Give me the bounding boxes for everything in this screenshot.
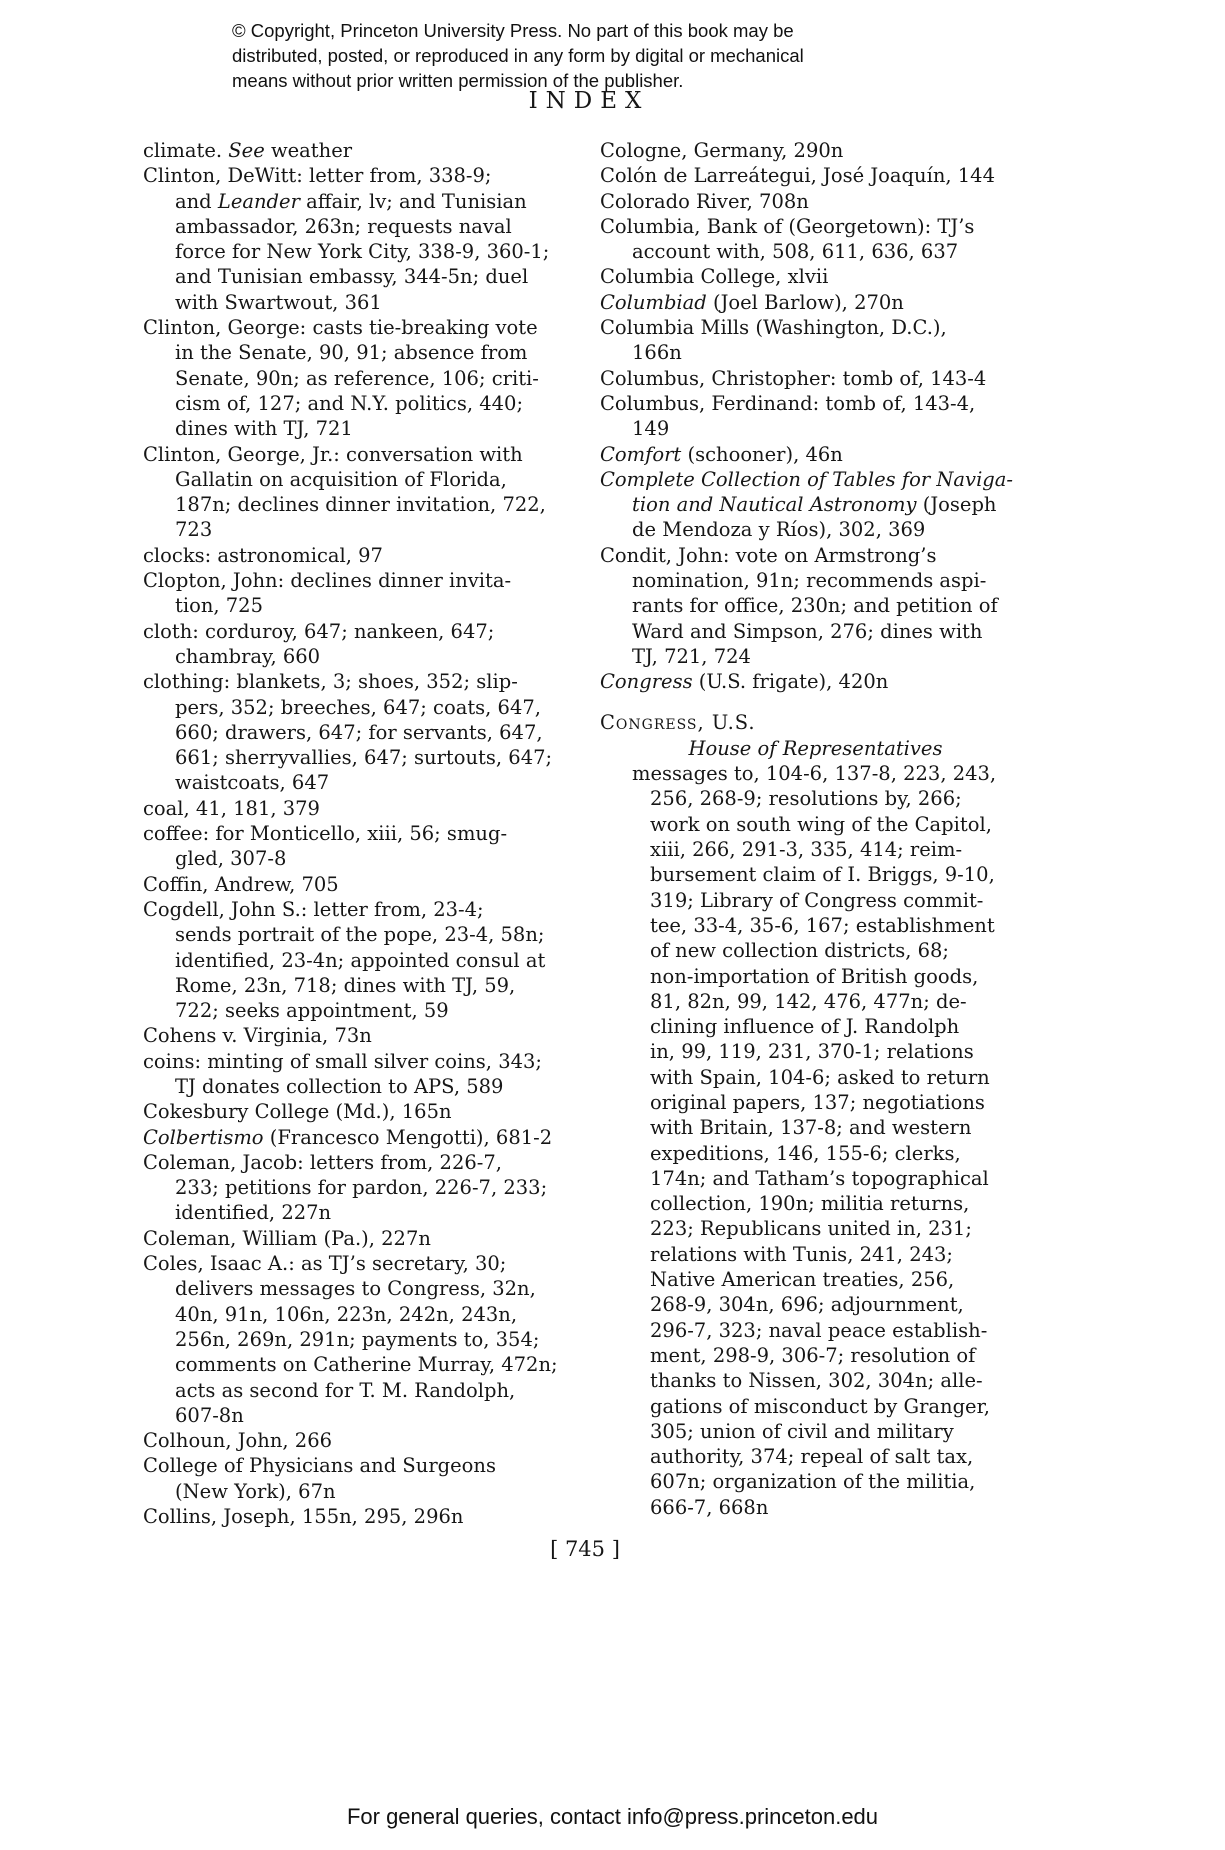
index-line: Colbertismo (Francesco Mengotti), 681-2: [143, 1125, 553, 1149]
index-line: comments on Catherine Murray, 472n;: [175, 1353, 558, 1377]
index-line: Clinton, George: casts tie-breaking vote: [143, 316, 538, 340]
index-line: 660; drawers, 647; for servants, 647,: [175, 720, 543, 744]
index-line: 223; Republicans united in, 231;: [650, 1217, 972, 1241]
index-line: and Leander affair, lv; and Tunisian: [175, 189, 527, 213]
footer-contact: For general queries, contact info@press.princeton.edu: [346, 1804, 879, 1829]
index-line: force for New York City, 338-9, 360-1;: [175, 240, 550, 264]
index-line: 723: [175, 518, 213, 542]
index-line: Senate, 90n; as reference, 106; criti-: [175, 366, 539, 390]
index-line: in, 99, 119, 231, 370-1; relations: [650, 1040, 974, 1064]
index-line: Cokesbury College (Md.), 165n: [143, 1100, 452, 1124]
index-line: pers, 352; breeches, 647; coats, 647,: [175, 695, 541, 719]
index-line: coffee: for Monticello, xiii, 56; smug-: [143, 822, 508, 846]
index-line: Colón de Larreátegui, José Joaquín, 144: [600, 164, 995, 188]
index-line: Columbia Mills (Washington, D.C.),: [600, 316, 947, 340]
index-line: with Swartwout, 361: [175, 290, 382, 314]
index-line: Coleman, Jacob: letters from, 226-7,: [143, 1150, 502, 1174]
index-line: thanks to Nissen, 302, 304n; alle-: [650, 1369, 983, 1393]
index-line: authority, 374; repeal of salt tax,: [650, 1445, 974, 1469]
index-line: ambassador, 263n; requests naval: [175, 214, 512, 238]
index-line: Native American treaties, 256,: [650, 1268, 955, 1292]
index-line: non-importation of British goods,: [650, 964, 979, 988]
index-line: 661; sherryvallies, 647; surtouts, 647;: [175, 746, 553, 770]
index-line: 256n, 269n, 291n; payments to, 354;: [175, 1327, 540, 1351]
index-line: 268-9, 304n, 696; adjournment,: [650, 1293, 964, 1317]
index-line: Colorado River, 708n: [600, 189, 809, 213]
index-line: cism of, 127; and N.Y. politics, 440;: [175, 391, 524, 415]
copyright-line: distributed, posted, or reproduced in any form by digital or mechanical: [232, 45, 804, 66]
index-line: expeditions, 146, 155-6; clerks,: [650, 1141, 961, 1165]
index-line: collection, 190n; militia returns,: [650, 1192, 970, 1216]
index-line: Congress (U.S. frigate), 420n: [600, 670, 889, 694]
index-line: and Tunisian embassy, 344-5n; duel: [175, 265, 529, 289]
copyright-line: © Copyright, Princeton University Press. No part of this book may be: [232, 20, 794, 41]
index-line: of new collection districts, 68;: [650, 939, 949, 963]
copyright-notice: [232, 18, 804, 93]
index-line: Clinton, DeWitt: letter from, 338-9;: [143, 164, 492, 188]
index-line: Coffin, Andrew, 705: [143, 872, 339, 896]
index-line: Columbiad (Joel Barlow), 270n: [600, 290, 904, 314]
index-line: Gallatin on acquisition of Florida,: [175, 467, 507, 491]
index-section-heading: Congress, U.S.: [600, 710, 756, 734]
index-line: Cologne, Germany, 290n: [600, 139, 844, 162]
index-columns: [143, 138, 1031, 1529]
index-line: Cogdell, John S.: letter from, 23-4;: [143, 897, 484, 921]
index-line: sends portrait of the pope, 23-4, 58n;: [175, 923, 545, 947]
index-line: 149: [632, 417, 670, 441]
page-number: [ 745 ]: [550, 1537, 620, 1561]
index-line: tee, 33-4, 35-6, 167; establishment: [650, 913, 995, 937]
index-line: work on south wing of the Capitol,: [650, 812, 992, 836]
index-line: original papers, 137; negotiations: [650, 1090, 985, 1114]
index-column-left: [143, 138, 574, 1529]
index-line: Complete Collection of Tables for Naviga-: [600, 467, 1014, 491]
index-line: Cohens v. Virginia, 73n: [143, 1024, 372, 1048]
index-line: acts as second for T. M. Randolph,: [175, 1378, 516, 1402]
index-line: clining influence of J. Randolph: [650, 1015, 960, 1039]
index-line: 305; union of civil and military: [650, 1419, 954, 1443]
index-line: tion, 725: [175, 594, 263, 618]
index-line: with Britain, 137-8; and western: [650, 1116, 972, 1140]
copyright-line: means without prior written permission of the publisher.: [232, 70, 684, 91]
index-line: messages to, 104-6, 137-8, 223, 243,: [632, 762, 997, 786]
index-line: account with, 508, 611, 636, 637: [632, 240, 959, 264]
index-line: Columbus, Ferdinand: tomb of, 143-4,: [600, 391, 976, 415]
index-line: 81, 82n, 99, 142, 476, 477n; de-: [650, 989, 967, 1013]
index-line: (New York), 67n: [175, 1479, 336, 1503]
index-line: Condit, John: vote on Armstrong’s: [600, 543, 937, 567]
index-line: clocks: astronomical, 97: [143, 543, 383, 567]
index-line: 296-7, 323; naval peace establish-: [650, 1318, 988, 1342]
index-line: Clinton, George, Jr.: conversation with: [143, 442, 523, 466]
index-line: xiii, 266, 291-3, 335, 414; reim-: [650, 838, 963, 862]
index-line: identified, 23-4n; appointed consul at: [175, 948, 546, 972]
index-line: 166n: [632, 341, 682, 365]
index-line: gled, 307-8: [175, 847, 287, 871]
index-line: College of Physicians and Surgeons: [143, 1454, 496, 1478]
index-line: 233; petitions for pardon, 226-7, 233;: [175, 1176, 548, 1200]
index-line: Comfort (schooner), 46n: [600, 442, 843, 466]
index-line: identified, 227n: [175, 1201, 332, 1225]
index-subsection-heading: House of Representatives: [688, 736, 943, 760]
index-line: Rome, 23n, 718; dines with TJ, 59,: [175, 973, 516, 997]
index-line: relations with Tunis, 241, 243;: [650, 1242, 953, 1266]
index-line: Columbia, Bank of (Georgetown): TJ’s: [600, 214, 975, 238]
index-line: Collins, Joseph, 155n, 295, 296n: [143, 1505, 464, 1529]
index-line: cloth: corduroy, 647; nankeen, 647;: [143, 619, 495, 643]
index-line: 187n; declines dinner invitation, 722,: [175, 493, 546, 517]
index-line: Clopton, John: declines dinner invita-: [143, 569, 512, 593]
index-line: with Spain, 104-6; asked to return: [650, 1065, 990, 1089]
index-line: 607-8n: [175, 1403, 244, 1427]
index-line: Columbus, Christopher: tomb of, 143-4: [600, 366, 987, 390]
index-line: bursement claim of I. Briggs, 9-10,: [650, 863, 995, 887]
index-line: nomination, 91n; recommends aspi-: [632, 569, 987, 593]
index-line: in the Senate, 90, 91; absence from: [175, 341, 528, 365]
index-line: Columbia College, xlvii: [600, 265, 829, 289]
index-line: 722; seeks appointment, 59: [175, 999, 449, 1023]
index-line: 40n, 91n, 106n, 223n, 242n, 243n,: [175, 1302, 518, 1326]
index-line: 256, 268-9; resolutions by, 266;: [650, 787, 962, 811]
index-line: clothing: blankets, 3; shoes, 352; slip-: [143, 670, 518, 694]
index-line: gations of misconduct by Granger,: [650, 1394, 990, 1418]
index-line: delivers messages to Congress, 32n,: [175, 1277, 536, 1301]
index-line: climate. See weather: [143, 139, 353, 162]
index-line: waistcoats, 647: [175, 771, 330, 795]
index-line: de Mendoza y Ríos), 302, 369: [632, 518, 926, 542]
index-line: coins: minting of small silver coins, 343;: [143, 1049, 542, 1073]
index-line: Ward and Simpson, 276; dines with: [632, 619, 983, 643]
index-line: TJ donates collection to APS, 589: [175, 1074, 504, 1098]
index-line: coal, 41, 181, 379: [143, 796, 320, 820]
index-line: chambray, 660: [175, 644, 321, 668]
index-line: 607n; organization of the militia,: [650, 1470, 976, 1494]
index-line: TJ, 721, 724: [632, 644, 751, 668]
index-line: ment, 298-9, 306-7; resolution of: [650, 1343, 976, 1367]
index-column-right: [600, 138, 1031, 1529]
index-line: rants for office, 230n; and petition of: [632, 594, 998, 618]
page-title: INDEX: [528, 88, 650, 114]
index-line: 319; Library of Congress commit-: [650, 888, 984, 912]
index-line: Coleman, William (Pa.), 227n: [143, 1226, 431, 1250]
index-line: Colhoun, John, 266: [143, 1429, 333, 1453]
index-line: dines with TJ, 721: [175, 417, 353, 441]
index-line: Coles, Isaac A.: as TJ’s secretary, 30;: [143, 1252, 507, 1276]
index-line: tion and Nautical Astronomy (Joseph: [632, 493, 997, 517]
index-line: 666-7, 668n: [650, 1495, 769, 1519]
index-line: 174n; and Tatham’s topographical: [650, 1166, 989, 1190]
